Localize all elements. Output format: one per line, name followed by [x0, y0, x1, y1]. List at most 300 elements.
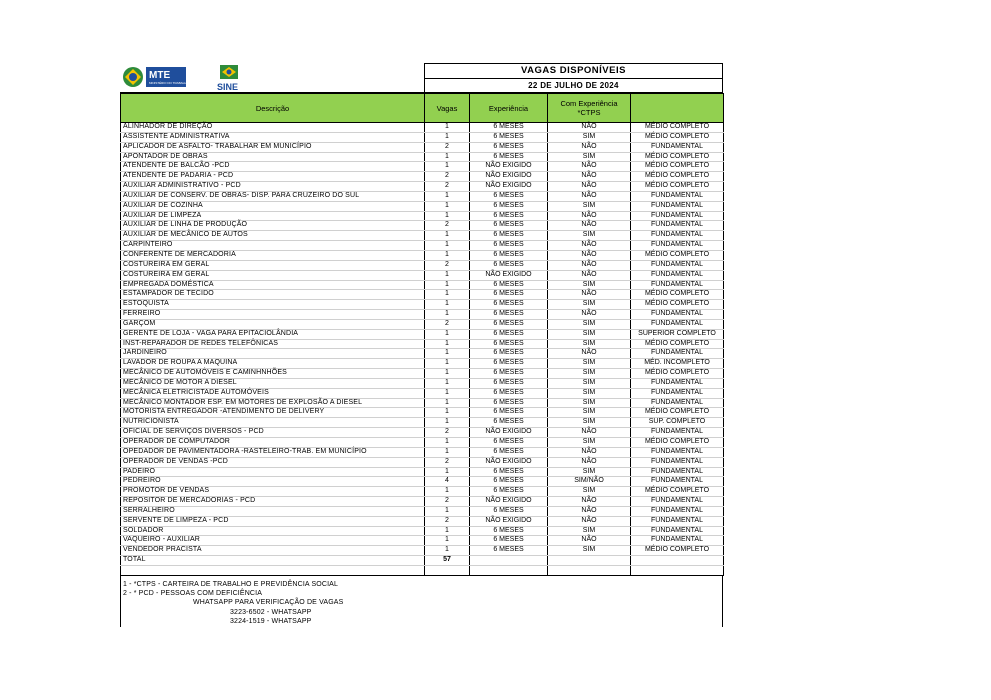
cell-ctps: NÃO [548, 142, 631, 152]
cell-descricao: SOLDADOR [121, 526, 425, 536]
table-row [121, 231, 724, 241]
cell-escolaridade: FUNDAMENTAL [631, 536, 724, 546]
cell-ctps: SIM [548, 201, 631, 211]
vagas-sheet [120, 63, 723, 627]
mte-logo-subtext: MINISTÉRIO DO TRABALHO E EMPREGO [149, 81, 208, 85]
cell-escolaridade: FUNDAMENTAL [631, 506, 724, 516]
cell-descricao: CARPINTEIRO [121, 241, 425, 251]
cell-vagas: 1 [425, 201, 470, 211]
cell-ctps: SIM [548, 231, 631, 241]
col-com-experiencia: Com Experiência *CTPS [548, 94, 631, 123]
cell-vagas: 1 [425, 536, 470, 546]
table-row [121, 497, 724, 507]
cell-experiencia: 6 MESES [470, 241, 548, 251]
cell-experiencia: 6 MESES [470, 359, 548, 369]
cell-ctps: NÃO [548, 182, 631, 192]
cell-vagas: 1 [425, 123, 470, 133]
cell-experiencia: NÃO EXIGIDO [470, 457, 548, 467]
cell-descricao: APLICADOR DE ASFALTO- TRABALHAR EM MUNICÍPIO [121, 142, 425, 152]
cell-descricao: VAQUEIRO - AUXILIAR [121, 536, 425, 546]
table-row [121, 142, 724, 152]
cell-escolaridade: SUPERIOR COMPLETO [631, 329, 724, 339]
cell-experiencia: 6 MESES [470, 378, 548, 388]
cell-vagas: 1 [425, 438, 470, 448]
blank-cell [470, 565, 548, 575]
cell-escolaridade: FUNDAMENTAL [631, 428, 724, 438]
cell-descricao: EMPREGADA DOMÉSTICA [121, 280, 425, 290]
cell-descricao: ESTOQUISTA [121, 300, 425, 310]
cell-escolaridade: FUNDAMENTAL [631, 211, 724, 221]
cell-descricao: GERENTE DE LOJA - VAGA PARA EPITACIOLÂNDIA [121, 329, 425, 339]
cell-ctps: NÃO [548, 310, 631, 320]
cell-experiencia: 6 MESES [470, 300, 548, 310]
col-descricao: Descrição [121, 94, 425, 123]
cell-escolaridade: FUNDAMENTAL [631, 270, 724, 280]
cell-experiencia: 6 MESES [470, 487, 548, 497]
cell-escolaridade: FUNDAMENTAL [631, 319, 724, 329]
cell-experiencia: 6 MESES [470, 310, 548, 320]
cell-experiencia: 6 MESES [470, 123, 548, 133]
cell-vagas: 2 [425, 172, 470, 182]
sheet-header [120, 63, 723, 93]
cell-escolaridade: FUNDAMENTAL [631, 467, 724, 477]
cell-vagas: 1 [425, 487, 470, 497]
cell-escolaridade: MÉDIO COMPLETO [631, 438, 724, 448]
cell-escolaridade: FUNDAMENTAL [631, 497, 724, 507]
cell-escolaridade: FUNDAMENTAL [631, 191, 724, 201]
cell-experiencia: 6 MESES [470, 467, 548, 477]
cell-ctps: SIM [548, 408, 631, 418]
cell-escolaridade: MÉDIO COMPLETO [631, 152, 724, 162]
cell-experiencia: 6 MESES [470, 250, 548, 260]
cell-experiencia: 6 MESES [470, 506, 548, 516]
cell-vagas: 1 [425, 241, 470, 251]
cell-escolaridade: FUNDAMENTAL [631, 349, 724, 359]
cell-ctps: NÃO [548, 221, 631, 231]
cell-descricao: AUXILIAR DE MECÂNICO DE AUTOS [121, 231, 425, 241]
sine-logo [216, 64, 242, 92]
table-row [121, 152, 724, 162]
cell-ctps: SIM [548, 329, 631, 339]
cell-vagas: 2 [425, 428, 470, 438]
cell-escolaridade: MÉDIO COMPLETO [631, 123, 724, 133]
cell-vagas: 1 [425, 191, 470, 201]
notes-block [120, 576, 723, 627]
cell-experiencia: 6 MESES [470, 477, 548, 487]
cell-escolaridade: MÉDIO COMPLETO [631, 162, 724, 172]
cell-vagas: 1 [425, 526, 470, 536]
cell-vagas: 1 [425, 359, 470, 369]
total-empty-cell [470, 556, 548, 566]
cell-vagas: 4 [425, 477, 470, 487]
cell-experiencia: 6 MESES [470, 339, 548, 349]
cell-descricao: AUXILIAR ADMINISTRATIVO - PCD [121, 182, 425, 192]
table-row [121, 359, 724, 369]
cell-escolaridade: MÉDIO COMPLETO [631, 172, 724, 182]
cell-escolaridade: FUNDAMENTAL [631, 231, 724, 241]
blank-cell [548, 565, 631, 575]
cell-ctps: NÃO [548, 191, 631, 201]
mte-logo [122, 65, 208, 89]
cell-ctps: NÃO [548, 497, 631, 507]
cell-descricao: OPERADOR DE VENDAS -PCD [121, 457, 425, 467]
table-row [121, 211, 724, 221]
cell-descricao: OPEDADOR DE PAVIMENTADORA -RASTELEIRO-TRAB. EM MUNICÍPIO [121, 447, 425, 457]
header-title-block [424, 63, 723, 92]
table-row [121, 329, 724, 339]
table-row [121, 349, 724, 359]
cell-ctps: NÃO [548, 516, 631, 526]
cell-descricao: ASSISTENTE ADMINISTRATIVA [121, 132, 425, 142]
cell-experiencia: 6 MESES [470, 201, 548, 211]
cell-ctps: SIM/NÃO [548, 477, 631, 487]
table-row [121, 241, 724, 251]
cell-vagas: 1 [425, 378, 470, 388]
sine-logo-text: SINE [217, 82, 239, 92]
page-title: VAGAS DISPONÍVEIS [425, 64, 722, 79]
cell-escolaridade: FUNDAMENTAL [631, 526, 724, 536]
cell-vagas: 1 [425, 250, 470, 260]
cell-vagas: 2 [425, 457, 470, 467]
cell-vagas: 1 [425, 339, 470, 349]
table-row [121, 536, 724, 546]
cell-ctps: NÃO [548, 536, 631, 546]
col-vagas: Vagas [425, 94, 470, 123]
cell-escolaridade: FUNDAMENTAL [631, 516, 724, 526]
cell-ctps: SIM [548, 467, 631, 477]
cell-ctps: SIM [548, 526, 631, 536]
cell-ctps: SIM [548, 438, 631, 448]
table-row [121, 428, 724, 438]
cell-descricao: COSTUREIRA EM GERAL [121, 260, 425, 270]
cell-experiencia: 6 MESES [470, 191, 548, 201]
cell-experiencia: 6 MESES [470, 260, 548, 270]
table-body [121, 123, 724, 576]
cell-descricao: ATENDENTE DE BALCÃO -PCD [121, 162, 425, 172]
cell-escolaridade: MÉD. INCOMPLETO [631, 359, 724, 369]
cell-descricao: AUXILIAR DE LIMPEZA [121, 211, 425, 221]
cell-experiencia: 6 MESES [470, 438, 548, 448]
cell-experiencia: NÃO EXIGIDO [470, 162, 548, 172]
cell-descricao: AUXILIAR DE COZINHA [121, 201, 425, 211]
cell-escolaridade: SUP. COMPLETO [631, 418, 724, 428]
table-row [121, 132, 724, 142]
cell-vagas: 1 [425, 211, 470, 221]
cell-ctps: NÃO [548, 241, 631, 251]
cell-escolaridade: MÉDIO COMPLETO [631, 250, 724, 260]
cell-vagas: 2 [425, 516, 470, 526]
cell-ctps: NÃO [548, 172, 631, 182]
table-row [121, 319, 724, 329]
cell-experiencia: 6 MESES [470, 546, 548, 556]
table-row [121, 162, 724, 172]
page-date: 22 DE JULHO DE 2024 [528, 81, 619, 90]
table-row [121, 172, 724, 182]
table-row [121, 300, 724, 310]
cell-experiencia: 6 MESES [470, 418, 548, 428]
whatsapp-title: WHATSAPP PARA VERIFICAÇÃO DE VAGAS [193, 599, 344, 607]
cell-escolaridade: FUNDAMENTAL [631, 447, 724, 457]
cell-ctps: SIM [548, 546, 631, 556]
table-row [121, 339, 724, 349]
cell-ctps: NÃO [548, 447, 631, 457]
cell-descricao: VENDEDOR PRACISTA [121, 546, 425, 556]
cell-ctps: SIM [548, 319, 631, 329]
cell-ctps: SIM [548, 418, 631, 428]
cell-experiencia: NÃO EXIGIDO [470, 172, 548, 182]
cell-experiencia: NÃO EXIGIDO [470, 270, 548, 280]
cell-ctps: NÃO [548, 428, 631, 438]
cell-experiencia: 6 MESES [470, 329, 548, 339]
cell-escolaridade: MÉDIO COMPLETO [631, 182, 724, 192]
cell-vagas: 1 [425, 369, 470, 379]
table-row [121, 438, 724, 448]
cell-escolaridade: MÉDIO COMPLETO [631, 487, 724, 497]
table-row [121, 457, 724, 467]
cell-escolaridade: FUNDAMENTAL [631, 378, 724, 388]
cell-ctps: SIM [548, 152, 631, 162]
cell-descricao: PROMOTOR DE VENDAS [121, 487, 425, 497]
cell-experiencia: NÃO EXIGIDO [470, 428, 548, 438]
table-row [121, 408, 724, 418]
cell-vagas: 1 [425, 290, 470, 300]
cell-experiencia: 6 MESES [470, 231, 548, 241]
cell-vagas: 2 [425, 221, 470, 231]
cell-escolaridade: FUNDAMENTAL [631, 457, 724, 467]
cell-vagas: 1 [425, 231, 470, 241]
cell-descricao: REPOSITOR DE MERCADORIAS - PCD [121, 497, 425, 507]
table-row [121, 182, 724, 192]
cell-descricao: SERRALHEIRO [121, 506, 425, 516]
cell-escolaridade: FUNDAMENTAL [631, 221, 724, 231]
cell-experiencia: 6 MESES [470, 319, 548, 329]
cell-escolaridade: MÉDIO COMPLETO [631, 300, 724, 310]
cell-vagas: 2 [425, 497, 470, 507]
cell-experiencia: 6 MESES [470, 388, 548, 398]
cell-ctps: SIM [548, 388, 631, 398]
cell-ctps: NÃO [548, 260, 631, 270]
cell-vagas: 1 [425, 447, 470, 457]
cell-descricao: LAVADOR DE ROUPA A MAQUINA [121, 359, 425, 369]
cell-descricao: ESTAMPADOR DE TECIDO [121, 290, 425, 300]
cell-vagas: 1 [425, 388, 470, 398]
cell-escolaridade: FUNDAMENTAL [631, 388, 724, 398]
total-label: TOTAL [121, 556, 425, 566]
cell-ctps: SIM [548, 339, 631, 349]
table-row [121, 398, 724, 408]
cell-ctps: NÃO [548, 123, 631, 133]
cell-descricao: OPERADOR DE COMPUTADOR [121, 438, 425, 448]
cell-experiencia: 6 MESES [470, 369, 548, 379]
cell-vagas: 1 [425, 408, 470, 418]
cell-escolaridade: MÉDIO COMPLETO [631, 132, 724, 142]
table-row [121, 526, 724, 536]
cell-experiencia: 6 MESES [470, 152, 548, 162]
table-row [121, 260, 724, 270]
table-row [121, 378, 724, 388]
cell-experiencia: 6 MESES [470, 526, 548, 536]
cell-experiencia: NÃO EXIGIDO [470, 182, 548, 192]
cell-vagas: 1 [425, 162, 470, 172]
table-row [121, 506, 724, 516]
table-row [121, 388, 724, 398]
blank-cell [425, 565, 470, 575]
whatsapp-phone-1: 3223-6502 - WHATSAPP [230, 608, 312, 616]
cell-descricao: ATENDENTE DE PADARIA - PCD [121, 172, 425, 182]
cell-ctps: NÃO [548, 162, 631, 172]
total-empty-cell [631, 556, 724, 566]
table-row [121, 487, 724, 497]
table-row [121, 221, 724, 231]
cell-experiencia: 6 MESES [470, 211, 548, 221]
cell-descricao: GARÇOM [121, 319, 425, 329]
cell-ctps: SIM [548, 369, 631, 379]
blank-row [121, 565, 724, 575]
cell-descricao: JARDINEIRO [121, 349, 425, 359]
cell-ctps: NÃO [548, 290, 631, 300]
cell-vagas: 1 [425, 329, 470, 339]
cell-ctps: SIM [548, 378, 631, 388]
cell-descricao: SERVENTE DE LIMPEZA - PCD [121, 516, 425, 526]
table-row [121, 546, 724, 556]
cell-escolaridade: FUNDAMENTAL [631, 241, 724, 251]
cell-experiencia: 6 MESES [470, 447, 548, 457]
total-row [121, 556, 724, 566]
cell-ctps: SIM [548, 132, 631, 142]
cell-descricao: MECÂNICA ELETRICISTADE AUTOMÓVEIS [121, 388, 425, 398]
cell-experiencia: 6 MESES [470, 398, 548, 408]
cell-descricao: MECÂNICO MONTADOR ESP. EM MOTORES DE EXPLOSÃO A DIESEL [121, 398, 425, 408]
table-header-row [121, 94, 724, 123]
cell-vagas: 2 [425, 182, 470, 192]
vagas-table [120, 93, 724, 576]
cell-ctps: NÃO [548, 506, 631, 516]
table-row [121, 270, 724, 280]
cell-descricao: INST-REPARADOR DE REDES TELEFÔNICAS [121, 339, 425, 349]
cell-vagas: 1 [425, 546, 470, 556]
cell-vagas: 1 [425, 152, 470, 162]
cell-experiencia: 6 MESES [470, 132, 548, 142]
cell-escolaridade: MÉDIO COMPLETO [631, 369, 724, 379]
cell-descricao: MOTORISTA ENTREGADOR -ATENDIMENTO DE DELIVERY [121, 408, 425, 418]
blank-cell [121, 565, 425, 575]
cell-escolaridade: MÉDIO COMPLETO [631, 546, 724, 556]
total-empty-cell [548, 556, 631, 566]
cell-descricao: MECÂNICO DE AUTOMÓVEIS E CAMINHNHÕES [121, 369, 425, 379]
table-row [121, 310, 724, 320]
whatsapp-phone-2: 3224-1519 - WHATSAPP [230, 618, 312, 625]
cell-vagas: 1 [425, 398, 470, 408]
cell-vagas: 1 [425, 300, 470, 310]
table-row [121, 280, 724, 290]
table-row [121, 123, 724, 133]
table-row [121, 250, 724, 260]
cell-experiencia: 6 MESES [470, 290, 548, 300]
cell-descricao: PADEIRO [121, 467, 425, 477]
cell-ctps: SIM [548, 487, 631, 497]
cell-experiencia: 6 MESES [470, 280, 548, 290]
col-escolaridade [631, 94, 724, 123]
cell-experiencia: 6 MESES [470, 349, 548, 359]
cell-vagas: 1 [425, 280, 470, 290]
blank-cell [631, 565, 724, 575]
cell-escolaridade: MÉDIO COMPLETO [631, 290, 724, 300]
cell-descricao: FERREIRO [121, 310, 425, 320]
cell-vagas: 2 [425, 319, 470, 329]
table-row [121, 290, 724, 300]
cell-descricao: CONFERENTE DE MERCADORIA [121, 250, 425, 260]
cell-ctps: NÃO [548, 270, 631, 280]
cell-descricao: PEDREIRO [121, 477, 425, 487]
table-row [121, 201, 724, 211]
cell-escolaridade: FUNDAMENTAL [631, 310, 724, 320]
cell-escolaridade: FUNDAMENTAL [631, 201, 724, 211]
cell-escolaridade: FUNDAMENTAL [631, 398, 724, 408]
cell-vagas: 2 [425, 260, 470, 270]
cell-ctps: SIM [548, 359, 631, 369]
cell-vagas: 2 [425, 142, 470, 152]
table-row [121, 477, 724, 487]
cell-escolaridade: FUNDAMENTAL [631, 142, 724, 152]
cell-descricao: OFICIAL DE SERVIÇOS DIVERSOS - PCD [121, 428, 425, 438]
cell-escolaridade: MÉDIO COMPLETO [631, 339, 724, 349]
cell-escolaridade: FUNDAMENTAL [631, 280, 724, 290]
cell-experiencia: 6 MESES [470, 408, 548, 418]
note-ctps: 1 - *CTPS - CARTEIRA DE TRABALHO E PREVIDÊNCIA SOCIAL [123, 580, 339, 588]
cell-vagas: 1 [425, 349, 470, 359]
cell-descricao: APONTADOR DE OBRAS [121, 152, 425, 162]
cell-vagas: 1 [425, 418, 470, 428]
table-row [121, 467, 724, 477]
note-pcd: 2 - * PCD - PESSOAS COM DEFICIÊNCIA [123, 590, 263, 598]
cell-ctps: NÃO [548, 250, 631, 260]
cell-descricao: NUTRICIONISTA [121, 418, 425, 428]
table-row [121, 418, 724, 428]
cell-vagas: 1 [425, 270, 470, 280]
cell-descricao: AUXILIAR DE LINHA DE PRODUÇÃO [121, 221, 425, 231]
table-row [121, 191, 724, 201]
cell-escolaridade: MÉDIO COMPLETO [631, 408, 724, 418]
cell-ctps: NÃO [548, 457, 631, 467]
table-row [121, 447, 724, 457]
cell-ctps: SIM [548, 300, 631, 310]
table-row [121, 516, 724, 526]
cell-descricao: MECÂNICO DE MOTOR A DIESEL [121, 378, 425, 388]
cell-vagas: 1 [425, 506, 470, 516]
cell-descricao: COSTUREIRA EM GERAL [121, 270, 425, 280]
cell-experiencia: 6 MESES [470, 221, 548, 231]
cell-vagas: 1 [425, 132, 470, 142]
cell-experiencia: NÃO EXIGIDO [470, 516, 548, 526]
total-value: 57 [425, 556, 470, 566]
cell-escolaridade: FUNDAMENTAL [631, 477, 724, 487]
table-row [121, 369, 724, 379]
cell-ctps: SIM [548, 280, 631, 290]
cell-vagas: 1 [425, 310, 470, 320]
cell-descricao: AUXILIAR DE CONSERV. DE OBRAS- DISP. PARA CRUZEIRO DO SUL [121, 191, 425, 201]
cell-ctps: NÃO [548, 211, 631, 221]
cell-descricao: ALINHADOR DE DIREÇÃO [121, 123, 425, 133]
col-experiencia: Experiência [470, 94, 548, 123]
cell-vagas: 1 [425, 467, 470, 477]
cell-experiencia: 6 MESES [470, 536, 548, 546]
cell-experiencia: NÃO EXIGIDO [470, 497, 548, 507]
cell-ctps: SIM [548, 398, 631, 408]
cell-escolaridade: FUNDAMENTAL [631, 260, 724, 270]
cell-ctps: NÃO [548, 349, 631, 359]
mte-logo-text: MTE [149, 70, 171, 81]
cell-experiencia: 6 MESES [470, 142, 548, 152]
